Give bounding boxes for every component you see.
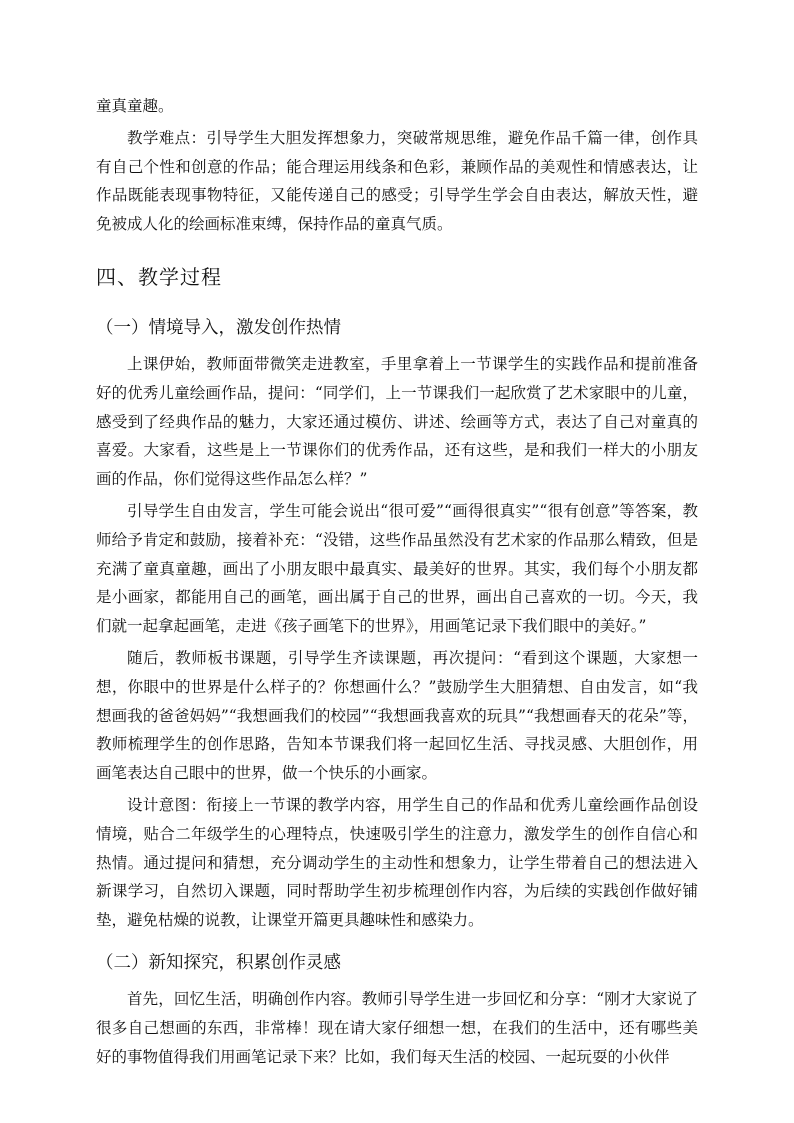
subsection-heading: （一）情境导入，激发创作热情 <box>96 317 341 338</box>
section-heading: 四、教学过程 <box>96 264 222 289</box>
paragraph: 上课伊始，教师面带微笑走进教室，手里拿着上一节课学生的实践作品和提前准备好的优秀儿童绘画作品，提问：“同学们，上一节课我们一起欣赏了艺术家眼中的儿童，感受到了经典作品的魅力，大家还通过模仿、讲述、绘画等方式，表达了自己对童真的喜爱。大家看，这些是上一节课你们的优秀作品，还有这些，是和我们一样大的小朋友画的作品，你们觉得这些作品怎么样？” <box>96 354 698 489</box>
subsection-heading: （二）新知探究，积累创作灵感 <box>96 952 341 973</box>
paragraph: 首先，回忆生活，明确创作内容。教师引导学生进一步回忆和分享：“刚才大家说了很多自己想画的东西，非常棒！现在请大家仔细想一想，在我们的生活中，还有哪些美好的事物值得我们用画笔记录下来？比如，我们每天生活的校园、一起玩耍的小伙伴 <box>96 989 698 1066</box>
paragraph-design-intent: 设计意图：衔接上一节课的教学内容，用学生自己的作品和优秀儿童绘画作品创设情境，贴合二年级学生的心理特点，快速吸引学生的注意力，激发学生的创作自信心和热情。通过提问和猜想，充分调动学生的主动性和想象力，让学生带着自己的想法进入新课学习，自然切入课题，同时帮助学生初步梳理创作内容，为后续的实践创作做好铺垫，避免枯燥的说教，让课堂开篇更具趣味性和感染力。 <box>96 795 698 930</box>
paragraph: 童真童趣。 <box>96 97 174 115</box>
document-body <box>96 92 698 1074</box>
paragraph: 随后，教师板书课题，引导学生齐读课题，再次提问：“看到这个课题，大家想一想，你眼中的世界是什么样子的？你想画什么？”鼓励学生大胆猜想、自由发言，如“我想画我的爸爸妈妈”“我想画我们的校园”“我想画我喜欢的玩具”“我想画春天的花朵”等，教师梳理学生的创作思路，告知本节课我们将一起回忆生活、寻找灵感、大胆创作，用画笔表达自己眼中的世界，做一个快乐的小画家。 <box>96 648 698 783</box>
paragraph-teaching-difficulty: 教学难点：引导学生大胆发挥想象力，突破常规思维，避免作品千篇一律，创作具有自己个性和创意的作品；能合理运用线条和色彩，兼顾作品的美观性和情感表达，让作品既能表现事物特征，又能传递自己的感受；引导学生学会自由表达，解放天性，避免被成人化的绘画标准束缚，保持作品的童真气质。 <box>96 128 698 234</box>
paragraph: 引导学生自由发言，学生可能会说出“很可爱”“画得很真实”“很有创意”等答案，教师给予肯定和鼓励，接着补充：“没错，这些作品虽然没有艺术家的作品那么精致，但是充满了童真童趣，画出了小朋友眼中最真实、最美好的世界。其实，我们每个小朋友都是小画家，都能用自己的画笔，画出属于自己的世界，画出自己喜欢的一切。今天，我们就一起拿起画笔，走进《孩子画笔下的世界》，用画笔记录下我们眼中的美好。” <box>96 501 698 636</box>
